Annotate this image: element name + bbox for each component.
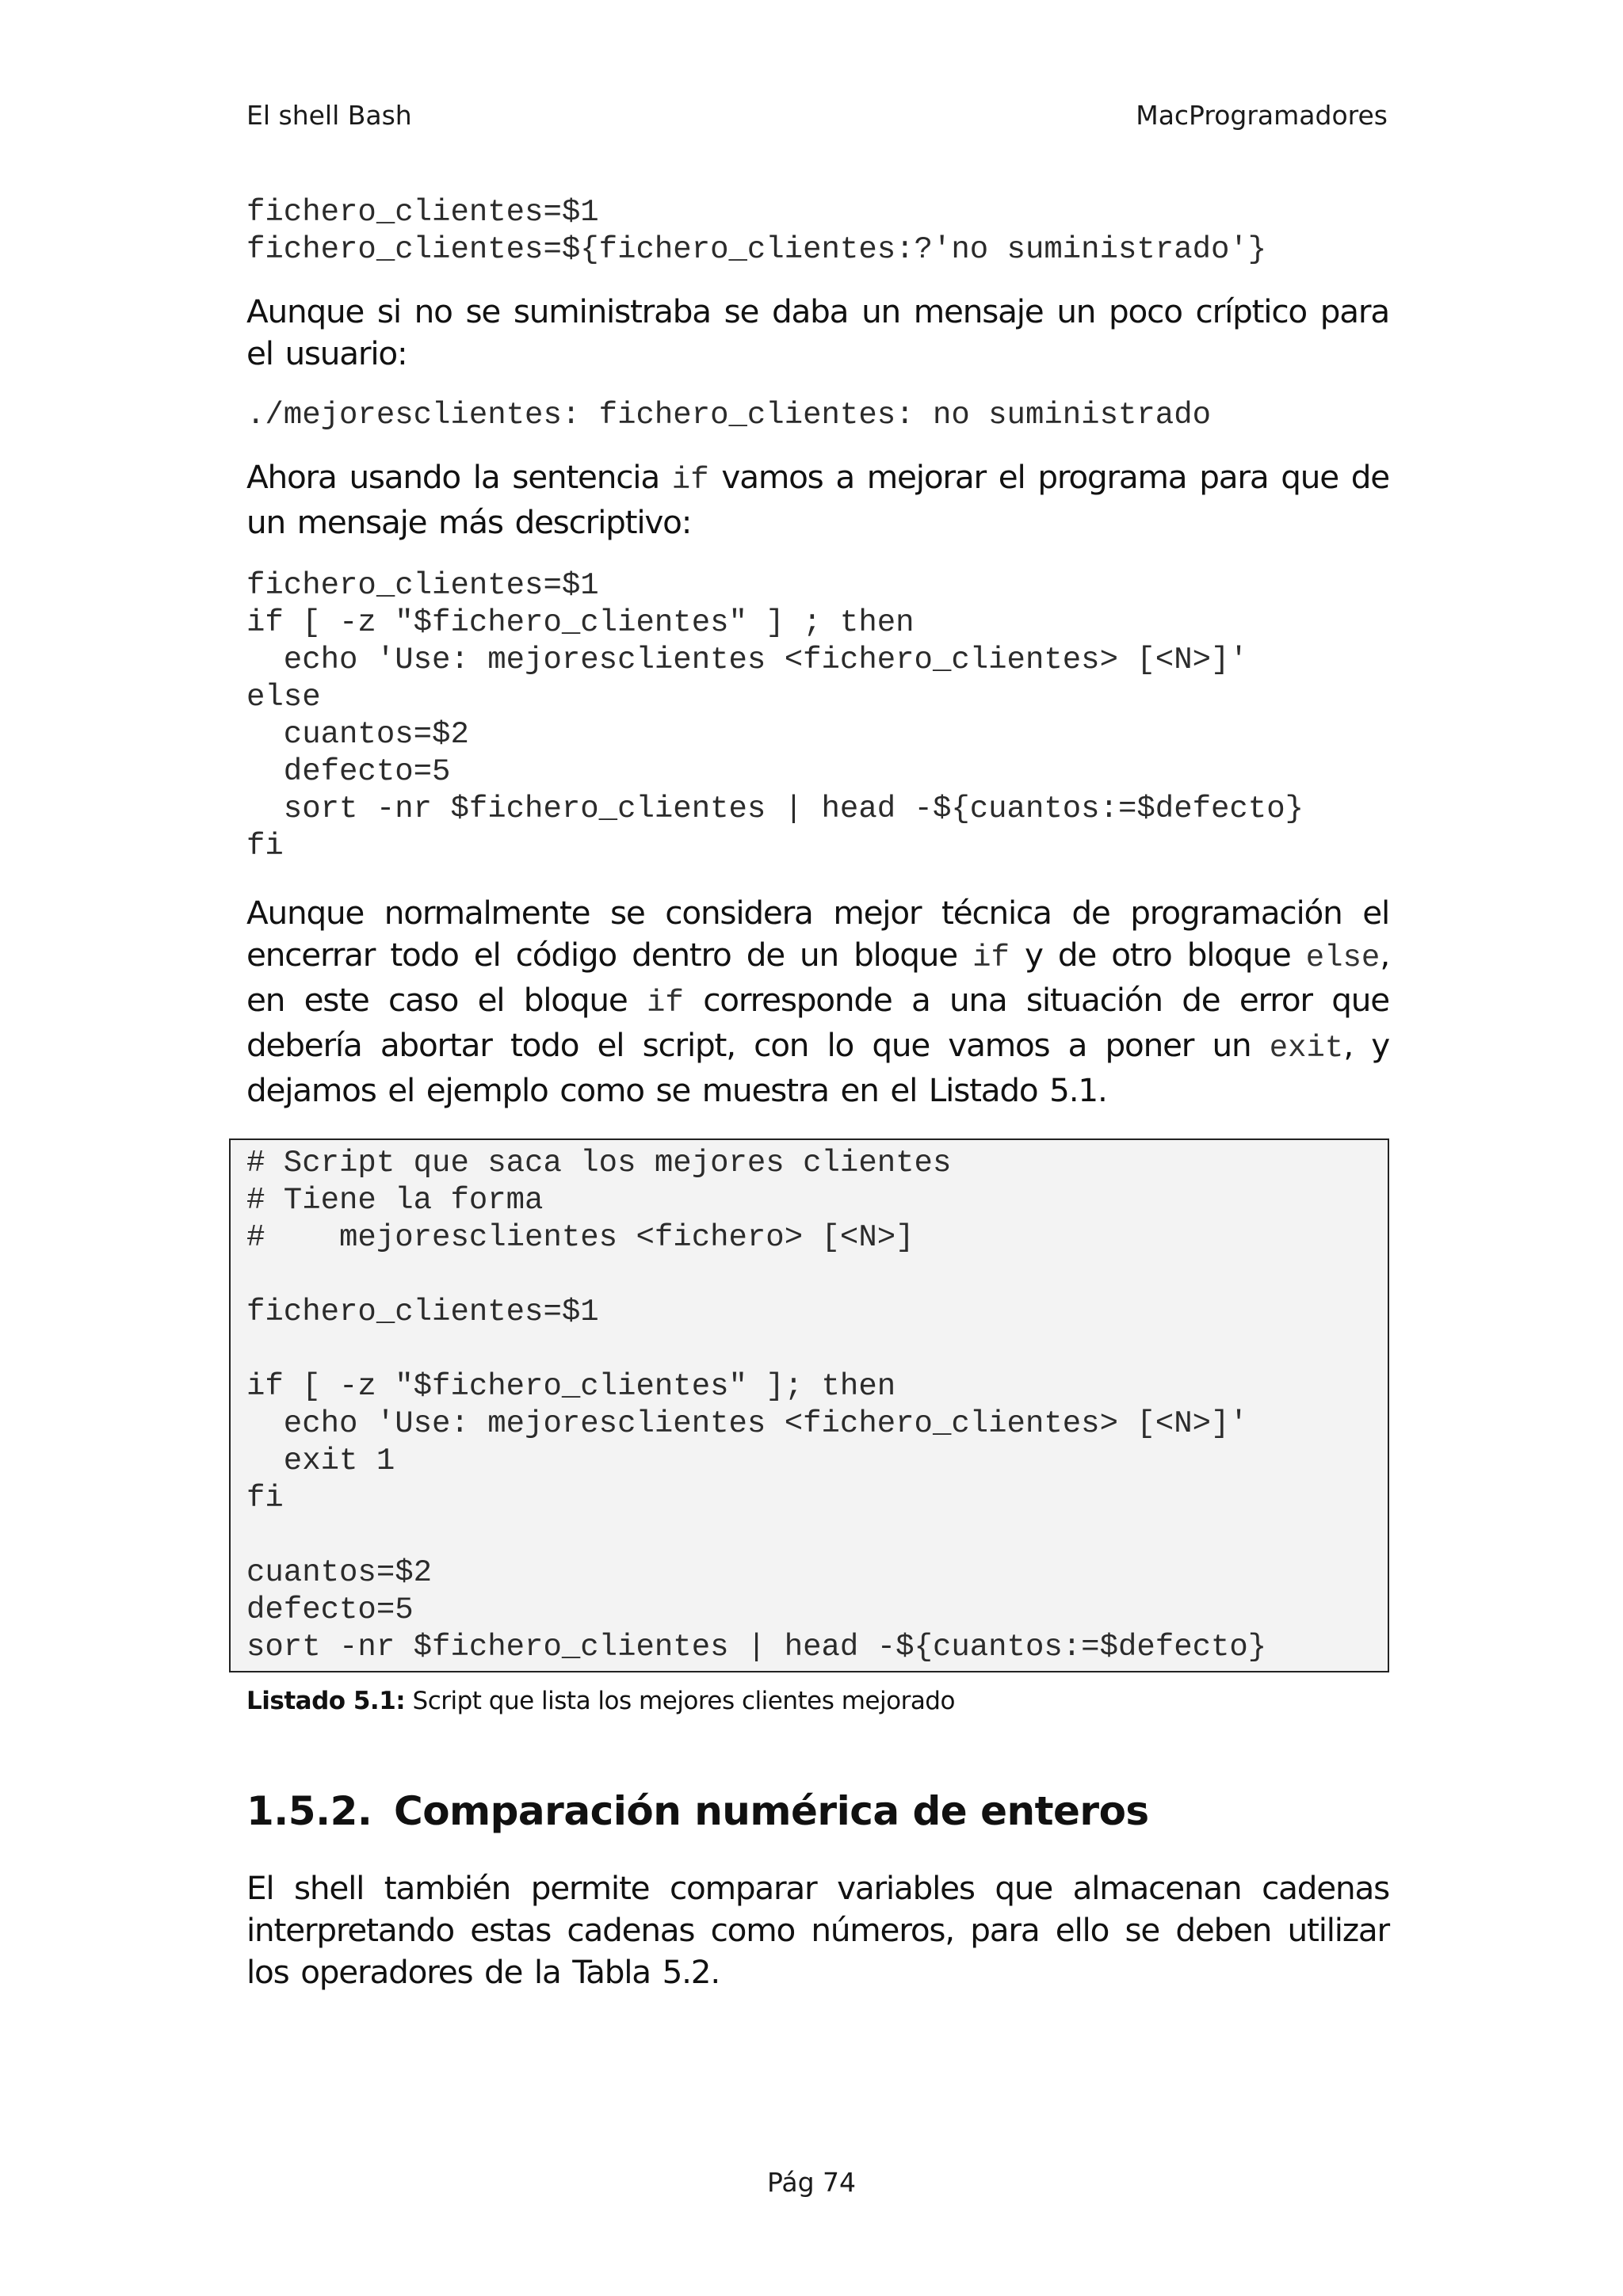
section-heading [246,1788,1389,1834]
paragraph-cryptic-message: Aunque si no se suministraba se daba un mensaje un poco críptico para el usuario: [246,292,1389,372]
section-title: Comparación numérica de enteros [394,1788,1149,1834]
inline-code-else: else [1305,940,1381,975]
para3-text-3: , en este caso el bloque [246,936,1389,1019]
code-block-error-output: ./mejoresclientes: fichero_clientes: no suministrado [246,398,1211,433]
para3-text-2: y de otro bloque [1009,936,1306,974]
paragraph-numeric-comparison: El shell también permite comparar variables que almacenan cadenas interpretando estas cadenas como números, para ello se deben utilizar los operadores de la Tabla 5.2. [246,1869,1389,1991]
para3-text-1: Aunque normalmente se considera mejor técnica de programación el encerrar todo el código dentro de un bloque [246,894,1389,974]
code-block-if-else-example: fichero_clientes=$1 if [ -z "$fichero_clientes" ] ; then echo 'Use: mejoresclientes <fichero_clientes> [<N>]' else cuantos=$2 defecto=5 sort -nr $fichero_clientes | head -${cuantos:=$defecto} fi [246,568,1304,864]
caption-text: Script que lista los mejores clientes mejorado [405,1687,955,1715]
paragraph-if-improvement [246,456,1389,543]
inline-code-if: if [671,463,709,498]
header-publisher: MacProgramadores [1136,100,1388,131]
inline-code-exit: exit [1269,1031,1344,1066]
listing-caption [246,1687,1389,1715]
para3-text-5: , y dejamos el ejemplo como se muestra en el Listado 5.1. [246,1026,1389,1109]
code-listing-box [229,1138,1389,1672]
para2-text-2: vamos a mejorar el programa para que de un mensaje más descriptivo: [246,458,1389,541]
header-book-title: El shell Bash [246,100,412,131]
para2-text-1: Ahora usando la sentencia [246,458,672,496]
section-number: 1.5.2. [246,1788,372,1834]
page-header [246,100,1388,135]
paragraph-exit-explanation [246,892,1389,1112]
inline-code-if: if [972,940,1010,975]
para3-text-4: corresponde a una situación de error que debería abortar todo el script, con lo que vamos a poner un [246,981,1389,1064]
code-block-parameter-check: fichero_clientes=$1 fichero_clientes=${fichero_clientes:?'no suministrado'} [246,195,1267,267]
page-content [246,194,1389,1993]
page-number: Pág 74 [766,2167,857,2198]
caption-label: Listado 5.1: [246,1687,406,1715]
inline-code-if: if [646,986,684,1020]
listing-code: # Script que saca los mejores clientes # Tiene la forma # mejoresclientes <fichero> [<N>] fichero_clientes=$1 if [ -z "$fichero_clientes" ]; then echo 'Use: mejoresclientes <fichero_clientes> [<N>]' exit 1 fi cuantos=$2 defecto=5 sort -nr $fichero_clientes | head -${cuantos:=$defecto} [246,1146,1267,1665]
